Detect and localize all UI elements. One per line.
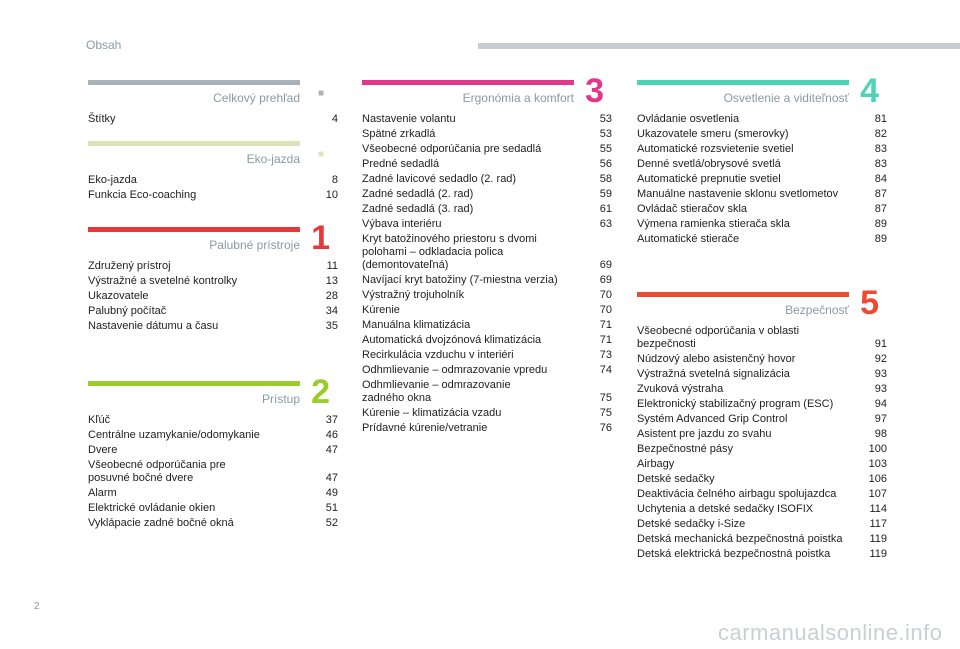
- toc-entry-page: 91: [874, 338, 887, 350]
- toc-entry-page: 75: [599, 407, 612, 419]
- toc-entry[interactable]: [362, 233, 612, 272]
- section-number: 4: [860, 72, 879, 110]
- toc-entry-page: 87: [874, 188, 887, 200]
- toc-entry-title: Všeobecné odporúčania v oblasti bezpečnosti: [637, 325, 800, 350]
- toc-entry[interactable]: [362, 143, 612, 156]
- toc-entry-list: [637, 113, 887, 246]
- toc-entry[interactable]: [88, 260, 338, 273]
- toc-entry[interactable]: [88, 517, 338, 530]
- toc-entry[interactable]: [637, 128, 887, 141]
- toc-entry[interactable]: [88, 459, 338, 485]
- toc-entry-title: Recirkulácia vzduchu v interiéri: [362, 349, 514, 361]
- toc-entry-page: 93: [874, 383, 887, 395]
- toc-entry[interactable]: [637, 503, 887, 516]
- toc-entry-title: Systém Advanced Grip Control: [637, 413, 788, 425]
- page-header-title: Obsah: [86, 38, 122, 52]
- toc-entry-page: 51: [325, 502, 338, 514]
- section-number: 2: [311, 373, 330, 411]
- toc-entry-page: 70: [599, 289, 612, 301]
- toc-entry-title: Vyklápacie zadné bočné okná: [88, 517, 234, 529]
- toc-entry-title: Nastavenie dátumu a času: [88, 320, 219, 332]
- toc-entry-title: Kúrenie – klimatizácia vzadu: [362, 407, 502, 419]
- toc-entry[interactable]: [88, 444, 338, 457]
- toc-entry-title: Združený prístroj: [88, 260, 171, 272]
- toc-entry[interactable]: [362, 334, 612, 347]
- toc-entry-page: 55: [599, 143, 612, 155]
- toc-entry-title: Alarm: [88, 487, 117, 499]
- toc-entry-title: Zadné sedadlá (3. rad): [362, 203, 474, 215]
- toc-entry-title: Asistent pre jazdu zo svahu: [637, 428, 772, 440]
- toc-entry[interactable]: [88, 174, 338, 187]
- toc-entry-page: 8: [331, 174, 338, 186]
- toc-entry-title: Výstražné a svetelné kontrolky: [88, 275, 238, 287]
- toc-entry[interactable]: [362, 422, 612, 435]
- toc-entry[interactable]: [637, 173, 887, 186]
- toc-entry-page: 37: [325, 414, 338, 426]
- toc-entry[interactable]: [88, 429, 338, 442]
- toc-entry-page: 47: [325, 472, 338, 484]
- toc-entry-page: 75: [599, 392, 612, 404]
- toc-entry-title: Spätné zrkadlá: [362, 128, 436, 140]
- toc-entry-list: [88, 174, 338, 202]
- toc-entry-title: Výstražný trojuholník: [362, 289, 465, 301]
- toc-entry-page: 119: [869, 548, 887, 560]
- toc-entry[interactable]: [637, 533, 887, 546]
- toc-entry-page: 97: [874, 413, 887, 425]
- toc-entry-title: Detské sedačky: [637, 473, 715, 485]
- toc-entry-title: Výmena ramienka stierača skla: [637, 218, 790, 230]
- toc-entry-page: 58: [599, 173, 612, 185]
- header-bar: [478, 43, 960, 49]
- toc-entry-title: Zadné sedadlá (2. rad): [362, 188, 474, 200]
- toc-entry-title: Ovládanie osvetlenia: [637, 113, 740, 125]
- toc-entry[interactable]: [637, 548, 887, 561]
- toc-entry-page: 114: [869, 503, 887, 515]
- toc-entry[interactable]: [637, 488, 887, 501]
- toc-entry[interactable]: [88, 275, 338, 288]
- toc-entry-title: Manuálna klimatizácia: [362, 319, 471, 331]
- watermark: carmanualsonline.info: [718, 620, 943, 645]
- section-eco-driving: [88, 141, 338, 204]
- section-header: [88, 146, 338, 168]
- toc-entry[interactable]: [362, 274, 612, 287]
- toc-entry-title: Centrálne uzamykanie/odomykanie: [88, 429, 260, 441]
- section-title: Celkový prehľad: [213, 91, 300, 105]
- toc-entry-title: Elektronický stabilizačný program (ESC): [637, 398, 834, 410]
- section-header: [637, 284, 887, 322]
- section-number: 1: [311, 219, 330, 257]
- section-number: 5: [860, 284, 879, 322]
- section-number: ■: [317, 149, 324, 160]
- toc-entry[interactable]: [362, 113, 612, 126]
- toc-entry[interactable]: [637, 188, 887, 201]
- toc-entry-page: 93: [874, 368, 887, 380]
- section-safety: [637, 284, 887, 563]
- toc-entry-title: Všeobecné odporúčania pre sedadlá: [362, 143, 542, 155]
- toc-entry-title: Prídavné kúrenie/vetranie: [362, 422, 488, 434]
- toc-entry-page: 83: [874, 143, 887, 155]
- toc-entry-page: 103: [868, 458, 887, 470]
- toc-entry-page: 47: [325, 444, 338, 456]
- toc-entry-page: 117: [869, 518, 887, 530]
- toc-entry-title: Ovládač stieračov skla: [637, 203, 748, 215]
- toc-entry[interactable]: [637, 413, 887, 426]
- toc-entry-title: Manuálne nastavenie sklonu svetlometov: [637, 188, 839, 200]
- toc-entry-page: 4: [331, 113, 338, 125]
- toc-entry[interactable]: [88, 113, 338, 126]
- toc-entry-list: [362, 113, 612, 435]
- toc-entry-title: Kúrenie: [362, 304, 400, 316]
- toc-entry-title: Predné sedadlá: [362, 158, 440, 170]
- toc-entry[interactable]: [88, 502, 338, 515]
- toc-entry-page: 94: [874, 398, 887, 410]
- toc-entry[interactable]: [362, 304, 612, 317]
- toc-entry[interactable]: [637, 143, 887, 156]
- toc-entry[interactable]: [637, 368, 887, 381]
- toc-entry-page: 52: [325, 517, 338, 529]
- toc-entry-title: Airbagy: [637, 458, 675, 470]
- toc-entry-page: 70: [599, 304, 612, 316]
- toc-entry-page: 84: [874, 173, 887, 185]
- toc-entry-title: Ukazovatele smeru (smerovky): [637, 128, 789, 140]
- section-number: ■: [317, 88, 324, 99]
- toc-entry[interactable]: [637, 383, 887, 396]
- toc-entry-page: 74: [599, 364, 612, 376]
- toc-entry-title: Bezpečnostné pásy: [637, 443, 734, 455]
- section-title: Bezpečnosť: [785, 303, 849, 317]
- toc-entry-title: Výstražná svetelná signalizácia: [637, 368, 790, 380]
- toc-entry[interactable]: [362, 364, 612, 377]
- toc-entry-title: Odhmlievanie – odmrazovanie zadného okna: [362, 379, 511, 404]
- toc-entry-title: Núdzový alebo asistenčný hovor: [637, 353, 796, 365]
- toc-entry[interactable]: [88, 320, 338, 333]
- toc-entry-page: 89: [874, 233, 887, 245]
- toc-entry-page: 71: [599, 319, 612, 331]
- toc-entry-title: Zadné lavicové sedadlo (2. rad): [362, 173, 517, 185]
- toc-entry-page: 83: [874, 158, 887, 170]
- toc-entry-page: 107: [868, 488, 887, 500]
- toc-entry-page: 59: [599, 188, 612, 200]
- toc-entry-page: 49: [325, 487, 338, 499]
- toc-entry[interactable]: [637, 518, 887, 531]
- section-title: Prístup: [261, 392, 300, 406]
- toc-entry-title: Palubný počítač: [88, 305, 167, 317]
- toc-entry[interactable]: [88, 305, 338, 318]
- toc-entry-list: [637, 325, 887, 561]
- toc-entry-page: 76: [599, 422, 612, 434]
- toc-entry-list: [88, 113, 338, 126]
- toc-entry-page: 53: [599, 128, 612, 140]
- toc-entry-title: Uchytenia a detské sedačky ISOFIX: [637, 503, 814, 515]
- toc-entry-title: Detská elektrická bezpečnostná poistka: [637, 548, 831, 560]
- section-header: [88, 373, 338, 411]
- toc-entry[interactable]: [362, 319, 612, 332]
- toc-entry-title: Deaktivácia čelného airbagu spolujazdca: [637, 488, 837, 500]
- toc-entry[interactable]: [637, 325, 887, 351]
- section-title: Osvetlenie a viditeľnosť: [723, 91, 849, 105]
- toc-entry-title: Všeobecné odporúčania pre posuvné bočné dvere: [88, 459, 226, 484]
- toc-entry-list: [88, 260, 338, 333]
- toc-entry[interactable]: [637, 233, 887, 246]
- toc-entry-title: Výbava interiéru: [362, 218, 442, 230]
- toc-entry-title: Nastavenie volantu: [362, 113, 456, 125]
- section-title: Ergonómia a komfort: [462, 91, 574, 105]
- toc-entry[interactable]: [88, 189, 338, 202]
- toc-entry[interactable]: [362, 349, 612, 362]
- toc-entry-title: Detská mechanická bezpečnostná poistka: [637, 533, 843, 545]
- toc-entry[interactable]: [88, 487, 338, 500]
- toc-entry-title: Eko-jazda: [88, 174, 137, 186]
- toc-entry[interactable]: [637, 398, 887, 411]
- toc-entry-title: Odhmlievanie – odmrazovanie vpredu: [362, 364, 548, 376]
- toc-entry-title: Denné svetlá/obrysové svetlá: [637, 158, 781, 170]
- toc-entry[interactable]: [637, 458, 887, 471]
- toc-entry[interactable]: [362, 188, 612, 201]
- toc-entry-page: 53: [599, 113, 612, 125]
- toc-entry-title: Elektrické ovládanie okien: [88, 502, 216, 514]
- toc-entry-list: [88, 414, 338, 530]
- section-access: [88, 373, 338, 532]
- toc-entry[interactable]: [88, 290, 338, 303]
- toc-entry-page: 87: [874, 203, 887, 215]
- toc-entry-page: 81: [874, 113, 887, 125]
- section-header: [637, 72, 887, 110]
- toc-entry-page: 28: [325, 290, 338, 302]
- toc-entry[interactable]: [637, 113, 887, 126]
- toc-entry-page: 71: [599, 334, 612, 346]
- toc-entry[interactable]: [362, 158, 612, 171]
- toc-entry-page: 69: [599, 259, 612, 271]
- toc-entry-page: 56: [599, 158, 612, 170]
- toc-entry-page: 100: [868, 443, 887, 455]
- toc-entry-title: Štítky: [88, 113, 116, 125]
- page-number: 2: [34, 601, 40, 612]
- toc-entry-page: 46: [325, 429, 338, 441]
- toc-entry[interactable]: [637, 218, 887, 231]
- toc-entry-title: Automatické prepnutie svetiel: [637, 173, 781, 185]
- toc-entry[interactable]: [637, 353, 887, 366]
- toc-entry[interactable]: [637, 203, 887, 216]
- toc-entry-title: Dvere: [88, 444, 118, 456]
- toc-entry-title: Automatické stierače: [637, 233, 740, 245]
- toc-entry-page: 13: [325, 275, 338, 287]
- section-lighting: [637, 72, 887, 248]
- toc-entry-title: Navíjací kryt batožiny (7-miestna verzia): [362, 274, 558, 286]
- toc-entry-page: 106: [868, 473, 887, 485]
- toc-entry[interactable]: [637, 443, 887, 456]
- toc-entry-title: Kľúč: [88, 414, 111, 426]
- section-overview: [88, 80, 338, 128]
- section-header: [88, 219, 338, 257]
- toc-entry[interactable]: [362, 289, 612, 302]
- toc-entry-title: Ukazovatele: [88, 290, 149, 302]
- section-title: Eko-jazda: [246, 152, 300, 166]
- toc-entry[interactable]: [362, 128, 612, 141]
- section-header: [362, 72, 612, 110]
- toc-entry[interactable]: [637, 428, 887, 441]
- section-header: [88, 85, 338, 107]
- toc-entry-page: 10: [325, 189, 338, 201]
- toc-entry-page: 119: [869, 533, 887, 545]
- toc-entry-title: Zvuková výstraha: [637, 383, 724, 395]
- toc-entry-page: 11: [326, 260, 338, 272]
- toc-entry[interactable]: [362, 407, 612, 420]
- section-instruments: [88, 219, 338, 335]
- toc-entry-page: 73: [599, 349, 612, 361]
- toc-entry-page: 98: [874, 428, 887, 440]
- toc-entry-page: 61: [599, 203, 612, 215]
- toc-entry[interactable]: [88, 414, 338, 427]
- toc-entry[interactable]: [362, 203, 612, 216]
- section-ergonomics: [362, 72, 612, 437]
- toc-entry-page: 69: [599, 274, 612, 286]
- toc-entry-page: 92: [874, 353, 887, 365]
- toc-entry-title: Funkcia Eco-coaching: [88, 189, 197, 201]
- toc-entry-title: Kryt batožinového priestoru s dvomi polohami – odkladacia polica (demontovateľná): [362, 233, 537, 271]
- toc-entry-page: 34: [325, 305, 338, 317]
- toc-entry-page: 82: [874, 128, 887, 140]
- toc-entry[interactable]: [362, 173, 612, 186]
- toc-entry[interactable]: [362, 218, 612, 231]
- section-number: 3: [585, 72, 604, 110]
- toc-entry[interactable]: [637, 158, 887, 171]
- toc-entry-title: Automatické rozsvietenie svetiel: [637, 143, 794, 155]
- toc-entry-page: 63: [599, 218, 612, 230]
- toc-entry-page: 89: [874, 218, 887, 230]
- toc-entry-page: 35: [325, 320, 338, 332]
- toc-entry[interactable]: [637, 473, 887, 486]
- section-title: Palubné prístroje: [209, 238, 300, 252]
- toc-entry-title: Detské sedačky i-Size: [637, 518, 746, 530]
- toc-entry[interactable]: [362, 379, 612, 405]
- toc-entry-title: Automatická dvojzónová klimatizácia: [362, 334, 542, 346]
